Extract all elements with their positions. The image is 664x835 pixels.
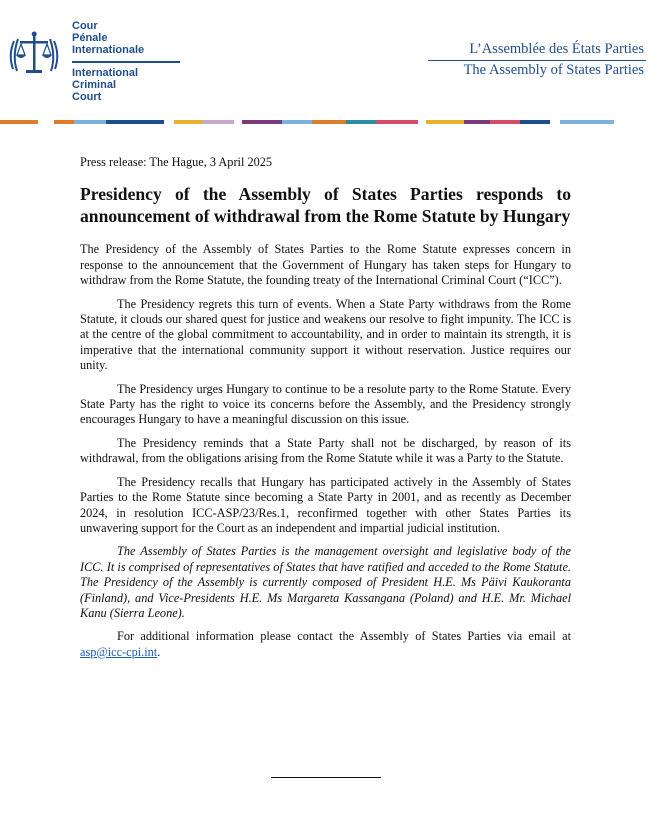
stripe-segment (376, 120, 418, 124)
dateline: Press release: The Hague, 3 April 2025 (80, 155, 273, 169)
assembly-name-english: The Assembly of States Parties (463, 62, 644, 78)
stripe-segment (490, 120, 520, 124)
stripe-segment (242, 120, 282, 124)
org-en-line: Court (72, 91, 102, 103)
org-fr-line: Internationale (72, 44, 145, 56)
organization-name-english (72, 67, 138, 103)
about-assembly-paragraph: The Assembly of States Parties is the management oversight and legislative body of the ICC. It is comprised of representatives of States that have ratified and acceded to the Rome Statute. The Presidency of the Assembly is currently composed of President H.E. Ms Päivi Kaukoranta (Finland), and Vice-Presidents H.E. Ms Margareta Kassangana (Poland) and H.E. Mr. Michael Kanu (Sierra Leone). (80, 544, 571, 620)
color-stripe-divider (0, 120, 664, 124)
stripe-segment (202, 120, 234, 124)
org-divider-line (72, 61, 180, 63)
press-release-title: Presidency of the Assembly of States Parties responds to announcement of withdrawal from the Rome Statute by Hungary (80, 184, 571, 227)
stripe-segment (312, 120, 346, 124)
stripe-segment (560, 120, 614, 124)
paragraph: The Presidency of the Assembly of States Parties to the Rome Statute expresses concern in response to the announcement that the Government of Hungary has taken steps for Hungary to withdraw from the Rome Statute, the founding treaty of the International Criminal Court (“ICC”). (80, 242, 571, 288)
stripe-segment (520, 120, 550, 124)
organization-name-french (72, 20, 144, 56)
stripe-segment (550, 120, 560, 124)
press-release-body (80, 155, 571, 668)
stripe-segment (174, 120, 202, 124)
stripe-segment (164, 120, 174, 124)
paragraph: The Presidency regrets this turn of events. When a State Party withdraws from the Rome Statute, it clouds our shared quest for justice and weakens our resolve to fight impunity. The ICC is at the centre of the global commitment to accountability, and in order to maintain its strength, it is imperative that the international community support it without reservation. Justice requires our unity. (80, 296, 571, 373)
paragraph: The Presidency urges Hungary to continue to be a resolute party to the Rome Statute. Every State Party has the right to voice its concerns before the Assembly, and the Presidency strongly encourages Hungary to have a meaningful discussion on this issue. (80, 381, 571, 427)
stripe-segment (418, 120, 426, 124)
assembly-name-french: L’Assemblée des États Parties (469, 41, 644, 57)
contact-end: . (157, 644, 161, 659)
stripe-segment (74, 120, 106, 124)
contact-paragraph (80, 629, 571, 660)
contact-email-link[interactable]: asp@icc-cpi.int (80, 644, 158, 659)
org-fr-line: Pénale (72, 32, 108, 44)
stripe-segment (426, 120, 464, 124)
org-fr-line: Cour (72, 20, 98, 32)
stripe-segment (54, 120, 74, 124)
end-of-document-rule (271, 777, 381, 778)
org-en-line: International (72, 67, 139, 79)
org-en-line: Criminal (72, 79, 117, 91)
stripe-segment (38, 120, 54, 124)
stripe-segment (346, 120, 376, 124)
scales-of-justice-emblem-icon (5, 25, 63, 83)
stripe-segment (282, 120, 312, 124)
assembly-divider-line (428, 60, 646, 61)
letterhead (0, 0, 664, 135)
paragraph: The Presidency reminds that a State Party shall not be discharged, by reason of its withdrawal, from the obligations arising from the Rome Statute while it was a Party to the Statute. (80, 435, 571, 466)
paragraph: The Presidency recalls that Hungary has participated actively in the Assembly of States Parties to the Rome Statute since becoming a State Party in 2001, and as recently as December 2024, in resolution ICC-ASP/23/Res.1, reconfirmed together with other States Parties its unwavering support for the Court as an independent and impartial judicial institution. (80, 474, 571, 535)
stripe-segment (234, 120, 242, 124)
stripe-segment (464, 120, 490, 124)
stripe-segment (106, 120, 164, 124)
stripe-segment (0, 120, 38, 124)
contact-text: For additional information please contact the Assembly of States Parties via email at (117, 629, 571, 644)
